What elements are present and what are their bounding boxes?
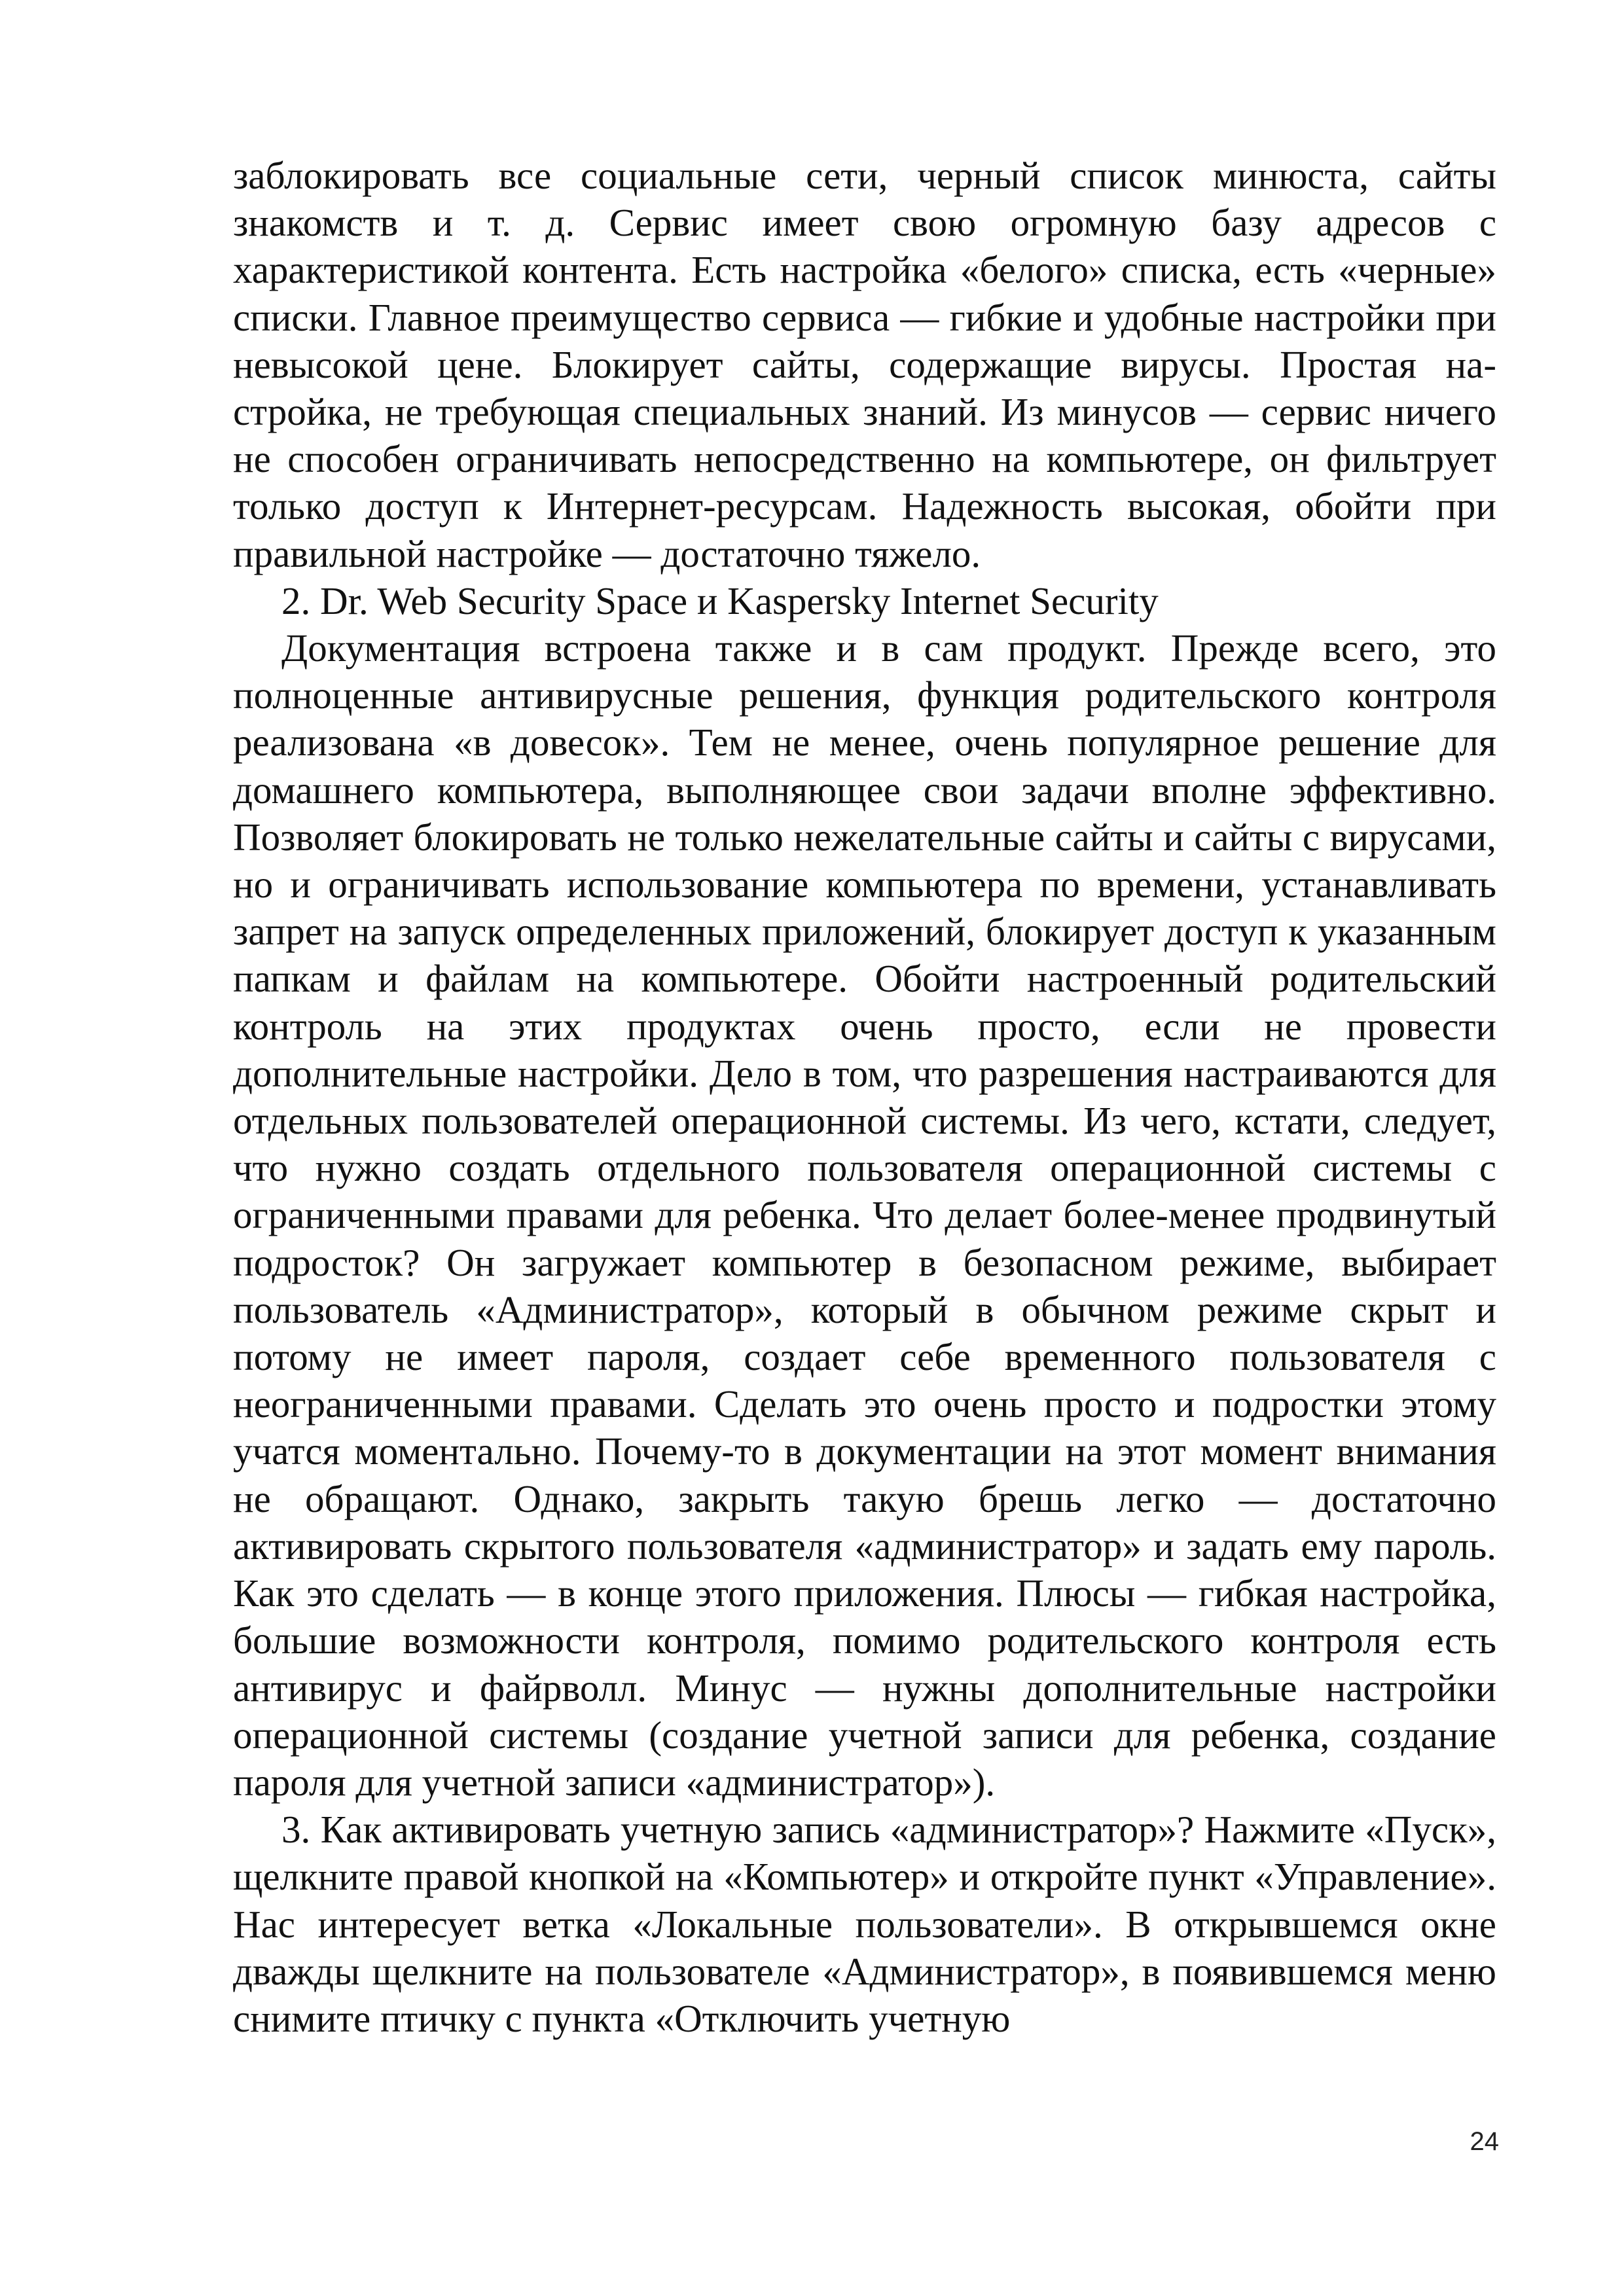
paragraph-continued: заблокировать все социальные сети, черный список минюста, сайты знакомств и т. д. Сервис имеет свою огромную базу адресов с характеристикой контента. Есть настройка «белого» списка, есть «черные» списки. Главное преимущество сервиса — гибкие и удобные настройки при невысокой цене. Блокирует сайты, содержащие вирусы. Простая на- стройка, не требующая специальных знаний. Из минусов — сервис ничего не способен ограничивать непосредственно на компьютере, он фильтрует только доступ к Интернет-ресурсам. Надежность высокая, обойти при правильной настройке — достаточно тяжело. bbox=[233, 154, 1496, 575]
paragraph-activate-admin: 3. Как активировать учетную запись «администратор»? Нажмите «Пуск», щелкните правой кнопкой на «Компьютер» и откройте пункт «Управление». Нас интересует ветка «Локальные пользователи». В открывшемся окне дважды щелкните на пользователе «Администратор», в появившемся меню снимите птичку с пункта «Отключить учетную bbox=[233, 1808, 1496, 2040]
page-number: 24 bbox=[1470, 2127, 1499, 2156]
list-item-heading: 2. Dr. Web Security Space и Kaspersky Internet Security bbox=[281, 579, 1159, 622]
body-text bbox=[233, 152, 1496, 2042]
paragraph-documentation: Документация встроена также и в сам продукт. Прежде всего, это полноценные антивирусные решения, функция родительского контроля реализована «в довесок». Тем не менее, очень популярное решение для домашнего компьютера, выполняющее свои задачи вполне эффективно. Позволяет блокировать не только нежелательные сайты и сайты с вирусами, но и ограничивать использование компьютера по времени, устанавливать запрет на запуск определенных приложений, блокирует доступ к указанным папкам и файлам на компьютере. Обойти настроенный родительский контроль на этих продуктах очень просто, если не провести дополнительные настройки. Дело в том, что разрешения настраиваются для отдельных пользователей операционной системы. Из чего, кстати, следует, что нужно создать отдельного пользователя операционной системы с ограниченными правами для ребенка. Что делает более-менее продвинутый подросток? Он загружает компьютер в безопасном режиме, выбирает пользователь «Администратор», который в обычном режиме скрыт и потому не имеет пароля, создает себе временного пользователя с неограниченными правами. Сделать это очень просто и подростки этому учатся моментально. Почему-то в документации на этот момент внимания не обращают. Однако, закрыть такую брешь легко — достаточно активировать скрытого пользователя «администратор» и задать ему пароль. Как это сделать — в конце этого приложения. Плюсы — гибкая настройка, большие возможности контроля, помимо родительского контроля есть антивирус и файрволл. Минус — нужны дополнительные настройки операционной системы (создание учетной записи для ребенка, создание пароля для учетной записи «администратор»). bbox=[233, 626, 1496, 1804]
